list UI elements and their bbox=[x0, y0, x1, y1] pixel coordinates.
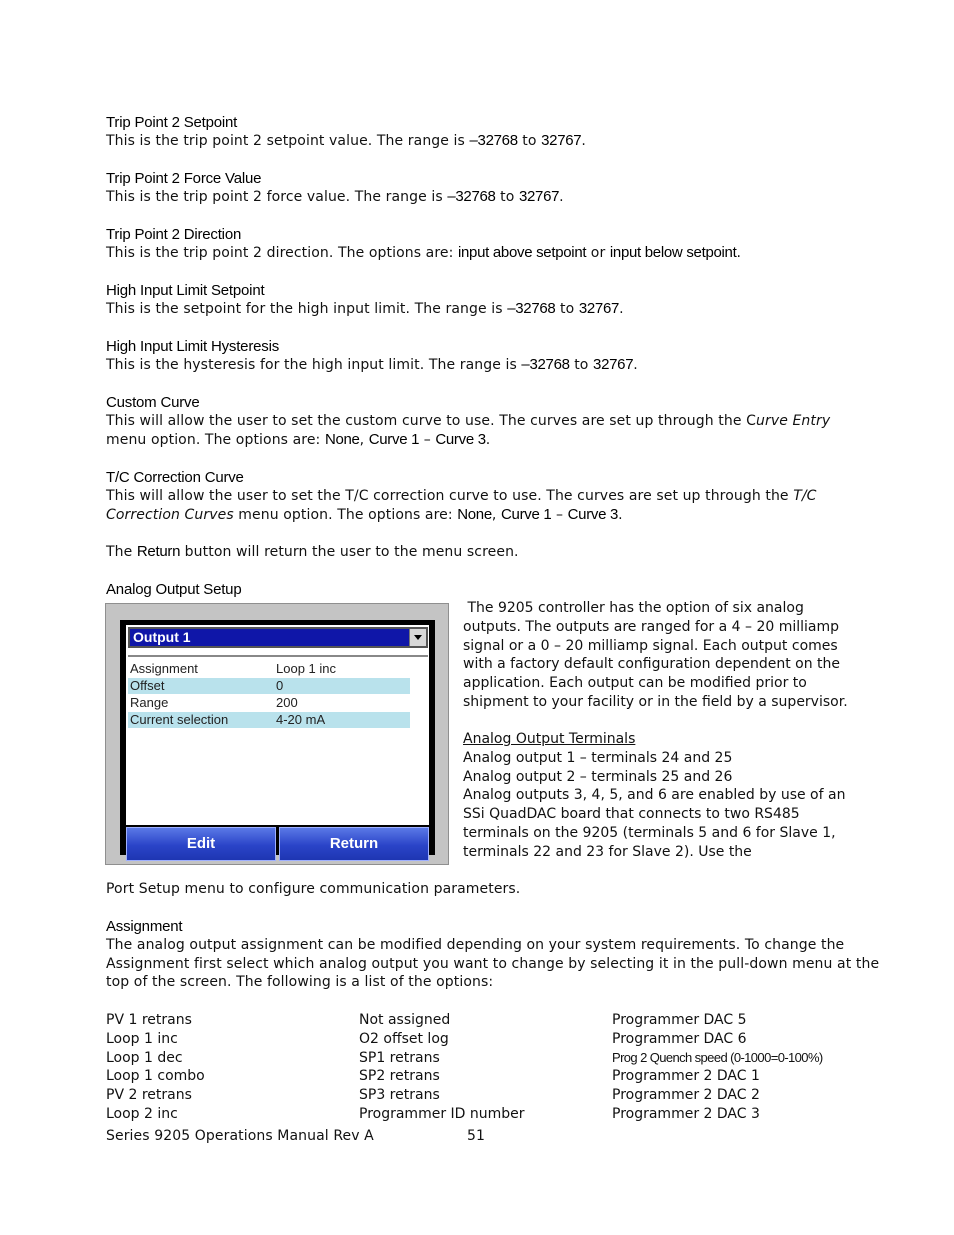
list-item: SP3 retrans bbox=[359, 1087, 440, 1104]
heading-tc-correction-curve: T/C Correction Curve bbox=[106, 469, 244, 486]
text-line: Analog outputs 3, 4, 5, and 6 are enabled by use of an bbox=[463, 787, 846, 804]
text-line: terminals on the 9205 (terminals 5 and 6 for Slave 1, bbox=[463, 824, 836, 841]
heading-trip-point-2-setpoint: Trip Point 2 Setpoint bbox=[106, 114, 238, 131]
list-item: Not assigned bbox=[359, 1012, 451, 1028]
text-line: Analog output 1 – terminals 24 and 25 bbox=[463, 749, 733, 766]
setting-value: Loop 1 inc bbox=[276, 661, 336, 676]
setting-row-assignment[interactable] bbox=[128, 661, 410, 677]
text-line: signal or a 0 – 20 milliamp signal. Each output comes bbox=[463, 637, 838, 654]
analog-output-terminals bbox=[463, 730, 845, 862]
heading-high-input-limit-hysteresis: High Input Limit Hysteresis bbox=[106, 338, 279, 355]
chevron-down-icon[interactable] bbox=[409, 629, 426, 646]
list-item: Programmer 2 DAC 1 bbox=[612, 1068, 760, 1085]
setting-row-offset[interactable] bbox=[128, 678, 410, 694]
options-column-1 bbox=[106, 1011, 205, 1124]
terminals-heading: Analog Output Terminals bbox=[463, 731, 636, 747]
paragraph-assignment-line-1: The analog output assignment can be modified depending on your system requirements. To change the bbox=[106, 937, 845, 953]
setting-row-current-selection[interactable] bbox=[128, 712, 410, 728]
list-item: Programmer DAC 6 bbox=[612, 1030, 747, 1047]
setting-label: Range bbox=[130, 695, 169, 710]
list-item: Programmer ID number bbox=[359, 1105, 525, 1122]
list-item: O2 offset log bbox=[359, 1030, 449, 1047]
list-item: Programmer 2 DAC 3 bbox=[612, 1105, 760, 1122]
list-item: Loop 2 inc bbox=[106, 1105, 178, 1122]
heading-analog-output-setup: Analog Output Setup bbox=[106, 581, 242, 598]
setting-value: 200 bbox=[276, 695, 298, 710]
paragraph-assignment-line-3: top of the screen. The following is a list of the options: bbox=[106, 974, 494, 990]
list-item: SP1 retrans bbox=[359, 1049, 440, 1066]
return-button[interactable]: Return bbox=[279, 827, 429, 861]
touch-screen bbox=[120, 620, 435, 855]
text-line: SSi QuadDAC board that connects to two RS485 bbox=[463, 806, 800, 823]
text-line: Analog output 2 – terminals 25 and 26 bbox=[463, 768, 733, 785]
setting-value: 0 bbox=[276, 678, 284, 693]
list-item: Programmer DAC 5 bbox=[612, 1012, 747, 1028]
paragraph-port-setup: Port Setup menu to configure communication parameters. bbox=[106, 881, 521, 897]
text-line: application. Each output can be modified prior to bbox=[463, 675, 807, 692]
heading-high-input-limit-setpoint: High Input Limit Setpoint bbox=[106, 282, 265, 299]
paragraph-assignment-line-2: Assignment first select which analog output you want to change by selecting it in the pull-down menu at the bbox=[106, 956, 880, 972]
list-item: Loop 1 dec bbox=[106, 1049, 183, 1066]
output-select-value: Output 1 bbox=[133, 629, 191, 645]
heading-custom-curve: Custom Curve bbox=[106, 394, 200, 411]
text-line: The 9205 controller has the option of six analog bbox=[463, 600, 804, 616]
analog-output-description bbox=[463, 599, 848, 712]
paragraph-custom-curve-line-1: This will allow the user to set the custom curve to use. The curves are set up through the Curve Entry bbox=[106, 413, 831, 429]
options-column-2 bbox=[359, 1011, 525, 1124]
list-item: PV 1 retrans bbox=[106, 1012, 192, 1028]
paragraph-trip-point-2-setpoint: This is the trip point 2 setpoint value. The range is –32768 to 32767. bbox=[106, 132, 586, 149]
paragraph-trip-point-2-force-value: This is the trip point 2 force value. The range is –32768 to 32767. bbox=[106, 188, 564, 205]
list-item: SP2 retrans bbox=[359, 1068, 440, 1085]
setting-label: Offset bbox=[130, 678, 165, 693]
setting-label: Assignment bbox=[130, 661, 198, 676]
list-divider bbox=[128, 655, 428, 657]
paragraph-high-input-limit-hysteresis: This is the hysteresis for the high input limit. The range is –32768 to 32767. bbox=[106, 356, 638, 373]
paragraph-trip-point-2-direction: This is the trip point 2 direction. The options are: input above setpoint or input below setpoint. bbox=[106, 244, 742, 261]
text-line: shipment to your facility or in the field by a supervisor. bbox=[463, 693, 848, 710]
settings-panel bbox=[126, 625, 429, 825]
options-column-3 bbox=[612, 1011, 823, 1124]
page-number: 51 bbox=[467, 1128, 486, 1144]
list-item: Loop 1 inc bbox=[106, 1030, 178, 1047]
list-item: Loop 1 combo bbox=[106, 1068, 205, 1085]
list-item: PV 2 retrans bbox=[106, 1087, 192, 1104]
text-line: outputs. The outputs are ranged for a 4 – 20 milliamp bbox=[463, 618, 840, 635]
text-line: terminals 22 and 23 for Slave 2). Use the bbox=[463, 843, 752, 860]
heading-assignment: Assignment bbox=[106, 918, 183, 935]
paragraph-tc-correction-curve-line-1: This will allow the user to set the T/C correction curve to use. The curves are set up through the T/C bbox=[106, 488, 817, 504]
paragraph-custom-curve-line-2: menu option. The options are: None, Curve 1 – Curve 3. bbox=[106, 431, 491, 448]
output-select-dropdown[interactable] bbox=[128, 627, 428, 648]
setting-value: 4-20 mA bbox=[276, 712, 326, 727]
setting-label: Current selection bbox=[130, 712, 229, 727]
paragraph-tc-correction-curve-line-2: Correction Curves menu option. The options are: None, Curve 1 – Curve 3. bbox=[106, 506, 623, 523]
list-item: Prog 2 Quench speed (0-1000=0-100%) bbox=[612, 1049, 823, 1065]
footer-title: Series 9205 Operations Manual Rev A bbox=[106, 1128, 374, 1144]
paragraph-high-input-limit-setpoint: This is the setpoint for the high input limit. The range is –32768 to 32767. bbox=[106, 300, 624, 317]
setting-row-range[interactable] bbox=[128, 695, 410, 711]
heading-trip-point-2-direction: Trip Point 2 Direction bbox=[106, 226, 242, 243]
paragraph-return-note: The Return button will return the user to the menu screen. bbox=[106, 543, 519, 560]
list-item: Programmer 2 DAC 2 bbox=[612, 1087, 760, 1104]
heading-trip-point-2-force-value: Trip Point 2 Force Value bbox=[106, 170, 262, 187]
text-line: with a factory default configuration dependent on the bbox=[463, 656, 841, 673]
edit-button[interactable]: Edit bbox=[126, 827, 276, 861]
analog-output-setup-screenshot bbox=[105, 603, 449, 865]
